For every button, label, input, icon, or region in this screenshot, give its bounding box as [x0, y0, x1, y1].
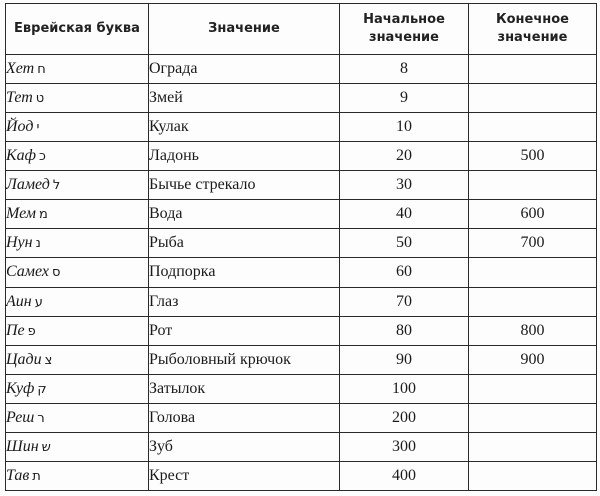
initial-value-cell: 90	[340, 345, 469, 374]
table-row	[6, 229, 597, 258]
initial-value-cell: 30	[340, 171, 469, 200]
letter-cell	[6, 55, 149, 84]
initial-value-cell: 100	[340, 374, 469, 403]
table-row	[6, 142, 597, 171]
final-value-cell: 800	[469, 316, 597, 345]
final-value-cell	[469, 113, 597, 142]
hebrew-glyph: ח	[37, 62, 46, 78]
meaning-cell: Вода	[149, 200, 340, 229]
header-meaning: Значение	[149, 4, 340, 55]
hebrew-glyph: פ	[27, 323, 36, 339]
final-value-cell	[469, 258, 597, 287]
letter-name: Нун	[6, 234, 33, 252]
letter-cell	[6, 374, 149, 403]
table-row	[6, 345, 597, 374]
final-value-cell	[469, 171, 597, 200]
letter-name: Реш	[6, 408, 35, 426]
letter-name: Тав	[6, 466, 30, 484]
letter-name: Тет	[6, 89, 33, 107]
letter-name: Мем	[6, 205, 37, 223]
initial-value-cell: 300	[340, 432, 469, 461]
meaning-cell: Ограда	[149, 55, 340, 84]
initial-value-cell: 20	[340, 142, 469, 171]
initial-value-cell: 70	[340, 287, 469, 316]
letter-cell	[6, 200, 149, 229]
initial-value-cell: 8	[340, 55, 469, 84]
hebrew-glyph: ע	[34, 294, 43, 310]
table-body	[6, 55, 597, 491]
header-initial-value: Начальное значение	[340, 4, 469, 55]
hebrew-glyph: ר	[37, 410, 45, 426]
meaning-cell: Ладонь	[149, 142, 340, 171]
letter-cell	[6, 461, 149, 490]
final-value-cell	[469, 374, 597, 403]
final-value-cell	[469, 287, 597, 316]
letter-cell	[6, 345, 149, 374]
letter-name: Куф	[6, 379, 35, 397]
meaning-cell: Рот	[149, 316, 340, 345]
hebrew-glyph: כ	[38, 149, 46, 165]
header-letter: Еврейская буква	[6, 4, 149, 55]
hebrew-glyph: ק	[37, 381, 47, 397]
final-value-cell: 600	[469, 200, 597, 229]
final-value-cell: 900	[469, 345, 597, 374]
hebrew-glyph: י	[36, 120, 40, 136]
final-value-cell: 500	[469, 142, 597, 171]
letter-cell	[6, 84, 149, 113]
initial-value-cell: 40	[340, 200, 469, 229]
table-row	[6, 432, 597, 461]
table-row	[6, 461, 597, 490]
meaning-cell: Голова	[149, 403, 340, 432]
meaning-cell: Змей	[149, 84, 340, 113]
table-row	[6, 113, 597, 142]
hebrew-glyph: נ	[35, 236, 41, 252]
table-row	[6, 403, 597, 432]
final-value-cell	[469, 84, 597, 113]
letter-cell	[6, 258, 149, 287]
meaning-cell: Зуб	[149, 432, 340, 461]
initial-value-cell: 200	[340, 403, 469, 432]
meaning-cell: Рыба	[149, 229, 340, 258]
letter-name: Хет	[6, 60, 35, 78]
meaning-cell: Рыболовный крючок	[149, 345, 340, 374]
letter-cell	[6, 316, 149, 345]
letter-name: Цади	[6, 350, 42, 368]
table-row	[6, 287, 597, 316]
meaning-cell: Подпорка	[149, 258, 340, 287]
letter-cell	[6, 432, 149, 461]
table-row	[6, 171, 597, 200]
meaning-cell: Бычье стрекало	[149, 171, 340, 200]
initial-value-cell: 50	[340, 229, 469, 258]
letter-name: Пе	[6, 321, 25, 339]
hebrew-glyph: ש	[41, 439, 51, 455]
meaning-cell: Затылок	[149, 374, 340, 403]
letter-name: Йод	[6, 118, 34, 136]
letter-cell	[6, 113, 149, 142]
initial-value-cell: 400	[340, 461, 469, 490]
table-row	[6, 316, 597, 345]
header-final-value: Конечное значение	[469, 4, 597, 55]
letter-cell	[6, 287, 149, 316]
initial-value-cell: 80	[340, 316, 469, 345]
letter-cell	[6, 171, 149, 200]
table-row	[6, 200, 597, 229]
final-value-cell	[469, 461, 597, 490]
table-row	[6, 84, 597, 113]
table-row	[6, 55, 597, 84]
hebrew-glyph: ס	[51, 265, 61, 281]
final-value-cell	[469, 432, 597, 461]
letter-cell	[6, 142, 149, 171]
table-row	[6, 374, 597, 403]
hebrew-glyph: מ	[39, 207, 48, 223]
meaning-cell: Крест	[149, 461, 340, 490]
letter-name: Ламед	[6, 176, 50, 194]
table-row	[6, 258, 597, 287]
initial-value-cell: 60	[340, 258, 469, 287]
final-value-cell	[469, 55, 597, 84]
meaning-cell: Глаз	[149, 287, 340, 316]
letter-name: Аин	[6, 292, 32, 310]
letter-cell	[6, 403, 149, 432]
initial-value-cell: 9	[340, 84, 469, 113]
initial-value-cell: 10	[340, 113, 469, 142]
letter-name: Каф	[6, 147, 36, 165]
hebrew-glyph: ל	[52, 178, 61, 194]
final-value-cell: 700	[469, 229, 597, 258]
meaning-cell: Кулак	[149, 113, 340, 142]
table-header-row	[6, 4, 597, 55]
hebrew-letters-table	[5, 3, 597, 491]
letter-name: Шин	[6, 437, 39, 455]
final-value-cell	[469, 403, 597, 432]
hebrew-glyph: ת	[32, 468, 41, 484]
letter-cell	[6, 229, 149, 258]
hebrew-glyph: ט	[35, 91, 45, 107]
hebrew-glyph: צ	[44, 352, 53, 368]
letter-name: Самех	[6, 263, 49, 281]
